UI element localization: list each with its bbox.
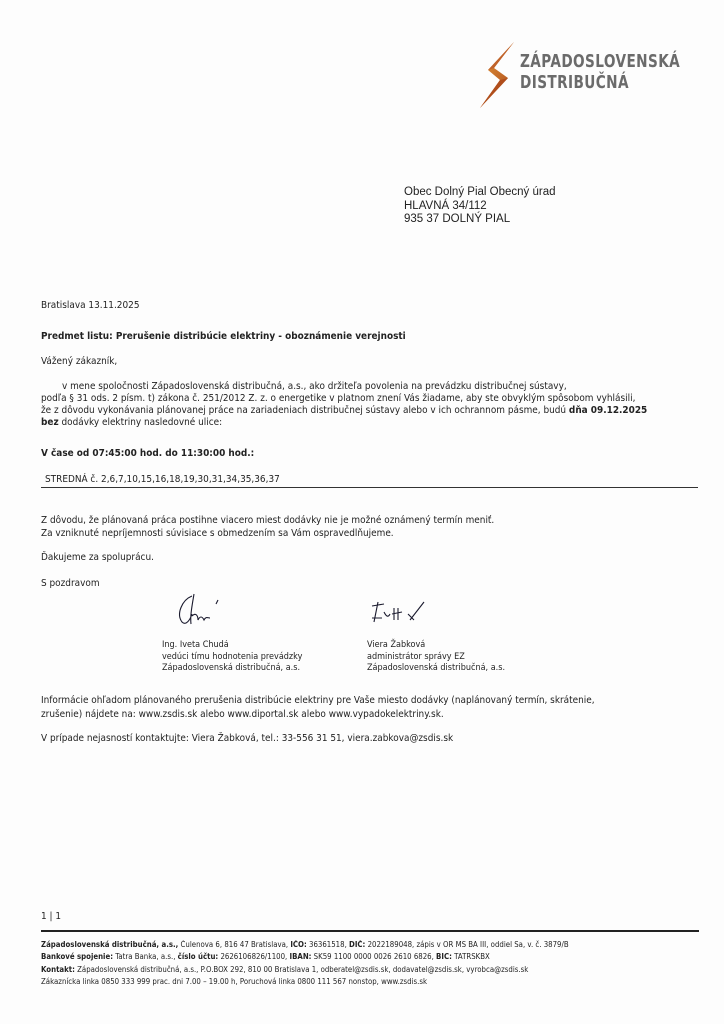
contact-line: V prípade nejasností kontaktujte: Viera Žabková, tel.: 33-556 31 51, viera.zabkova@zsdis.sk: [41, 733, 454, 744]
footer-line-4: Zákaznícka linka 0850 333 999 prac. dni 7.00 – 19.00 h, Poruchová linka 0800 111 567 nonstop, www.zsdis.sk: [41, 976, 428, 986]
company-name: [520, 52, 680, 94]
footer-line-1: Západoslovenská distribučná, a.s., Čulenova 6, 816 47 Bratislava, IČO: 36361518, DIČ: 2022189048, zápis v OR MS BA III, oddiel Sa, v. č. 3879/B: [41, 940, 569, 949]
signature-chuda-icon: [172, 590, 242, 630]
footer-divider: [41, 930, 699, 932]
lightning-bolt-icon: [478, 40, 518, 110]
affected-streets: STREDNÁ č. 2,6,7,10,15,16,18,19,30,31,34,35,36,37: [45, 474, 280, 485]
subject-line: [41, 331, 406, 342]
signatory-title: vedúci tímu hodnotenia prevádzky: [162, 651, 303, 662]
bez-word: bez: [41, 417, 59, 428]
page-number: 1 | 1: [41, 911, 62, 922]
signatory-name: Ing. Iveta Chudá: [162, 640, 229, 650]
para1-line3-text: že z dôvodu vykonávania plánovanej práce na zariadeniach distribučnej sústavy alebo v ich ochrannom pásme, budú: [41, 405, 569, 416]
signatory-title: administrátor správy EZ: [367, 651, 465, 662]
signatory-name: Viera Žabková: [367, 640, 426, 650]
recipient-line-1: Obec Dolný Pial Obecný úrad: [404, 186, 556, 198]
logo-line-1: ZÁPADOSLOVENSKÁ: [520, 52, 681, 72]
streets-underline: [41, 487, 698, 488]
footer-line-3: Kontakt: Západoslovenská distribučná, a.s., P.O.BOX 292, 810 00 Bratislava 1, odberatel@zsdis.sk, dodavatel@zsdis.sk, vyrobca@zsdis.sk: [41, 964, 529, 974]
signatory-chuda: [162, 640, 302, 675]
footer-line-2: Bankové spojenie: Tatra Banka, a.s., číslo účtu: 2626106826/1100, IBAN: SK59 1100 0000 0026 2610 6826, BIC: TATRSKBX: [41, 952, 490, 962]
subject-label: Predmet listu:: [41, 331, 113, 342]
thanks: Ďakujeme za spoluprácu.: [41, 552, 154, 563]
signatory-company: Západoslovenská distribučná, a.s.: [162, 663, 301, 673]
subject-text: Prerušenie distribúcie elektriny - oboznámenie verejnosti: [115, 331, 406, 342]
outage-date: dňa 09.12.2025: [568, 405, 648, 416]
recipient-address: [404, 186, 556, 227]
info-line2: zrušenie) nájdete na: www.zsdis.sk alebo www.diportal.sk alebo www.vypadokelektriny.sk.: [41, 709, 444, 720]
place-date: Bratislava 13.11.2025: [41, 300, 140, 311]
para2-line1: Z dôvodu, že plánovaná práca postihne viacero miest dodávky nie je možné oznámený termín meniť.: [41, 515, 495, 526]
signatory-zabkova: [367, 640, 505, 675]
salutation: Vážený zákazník,: [41, 356, 118, 367]
company-footer: [41, 939, 569, 988]
signatory-company: Západoslovenská distribučná, a.s.: [367, 663, 506, 673]
outage-time-range: V čase od 07:45:00 hod. do 11:30:00 hod.:: [41, 448, 255, 459]
para2-line2: Za vzniknuté nepríjemnosti súvisiace s obmedzením sa Vám ospravedlňujeme.: [41, 528, 394, 539]
company-logo: [478, 40, 688, 110]
logo-line-2: DISTRIBUČNÁ: [520, 73, 629, 93]
info-line1: Informácie ohľadom plánovaného prerušenia distribúcie elektriny pre Vaše miesto dodávky (naplánovaný termín, skrátenie,: [41, 695, 595, 706]
para1-line4: [41, 417, 222, 428]
para1-line2: podľa § 31 ods. 2 písm. t) zákona č. 251/2012 Z. z. o energetike v platnom znení Vás žiadame, aby ste obvyklým spôsobom vyhlásili,: [41, 393, 636, 404]
recipient-line-3: 935 37 DOLNÝ PIAL: [404, 213, 511, 225]
para1-line4-text: dodávky elektriny nasledovné ulice:: [58, 417, 223, 428]
closing: S pozdravom: [41, 578, 100, 589]
para1-line1: v mene spoločnosti Západoslovenská distribučná, a.s., ako držiteľa povolenia na prevádzku distribučnej sústavy,: [62, 381, 567, 392]
para1-line3: [41, 405, 647, 416]
signature-zabkova-icon: [368, 596, 438, 628]
recipient-line-2: HLAVNÁ 34/112: [404, 199, 487, 212]
